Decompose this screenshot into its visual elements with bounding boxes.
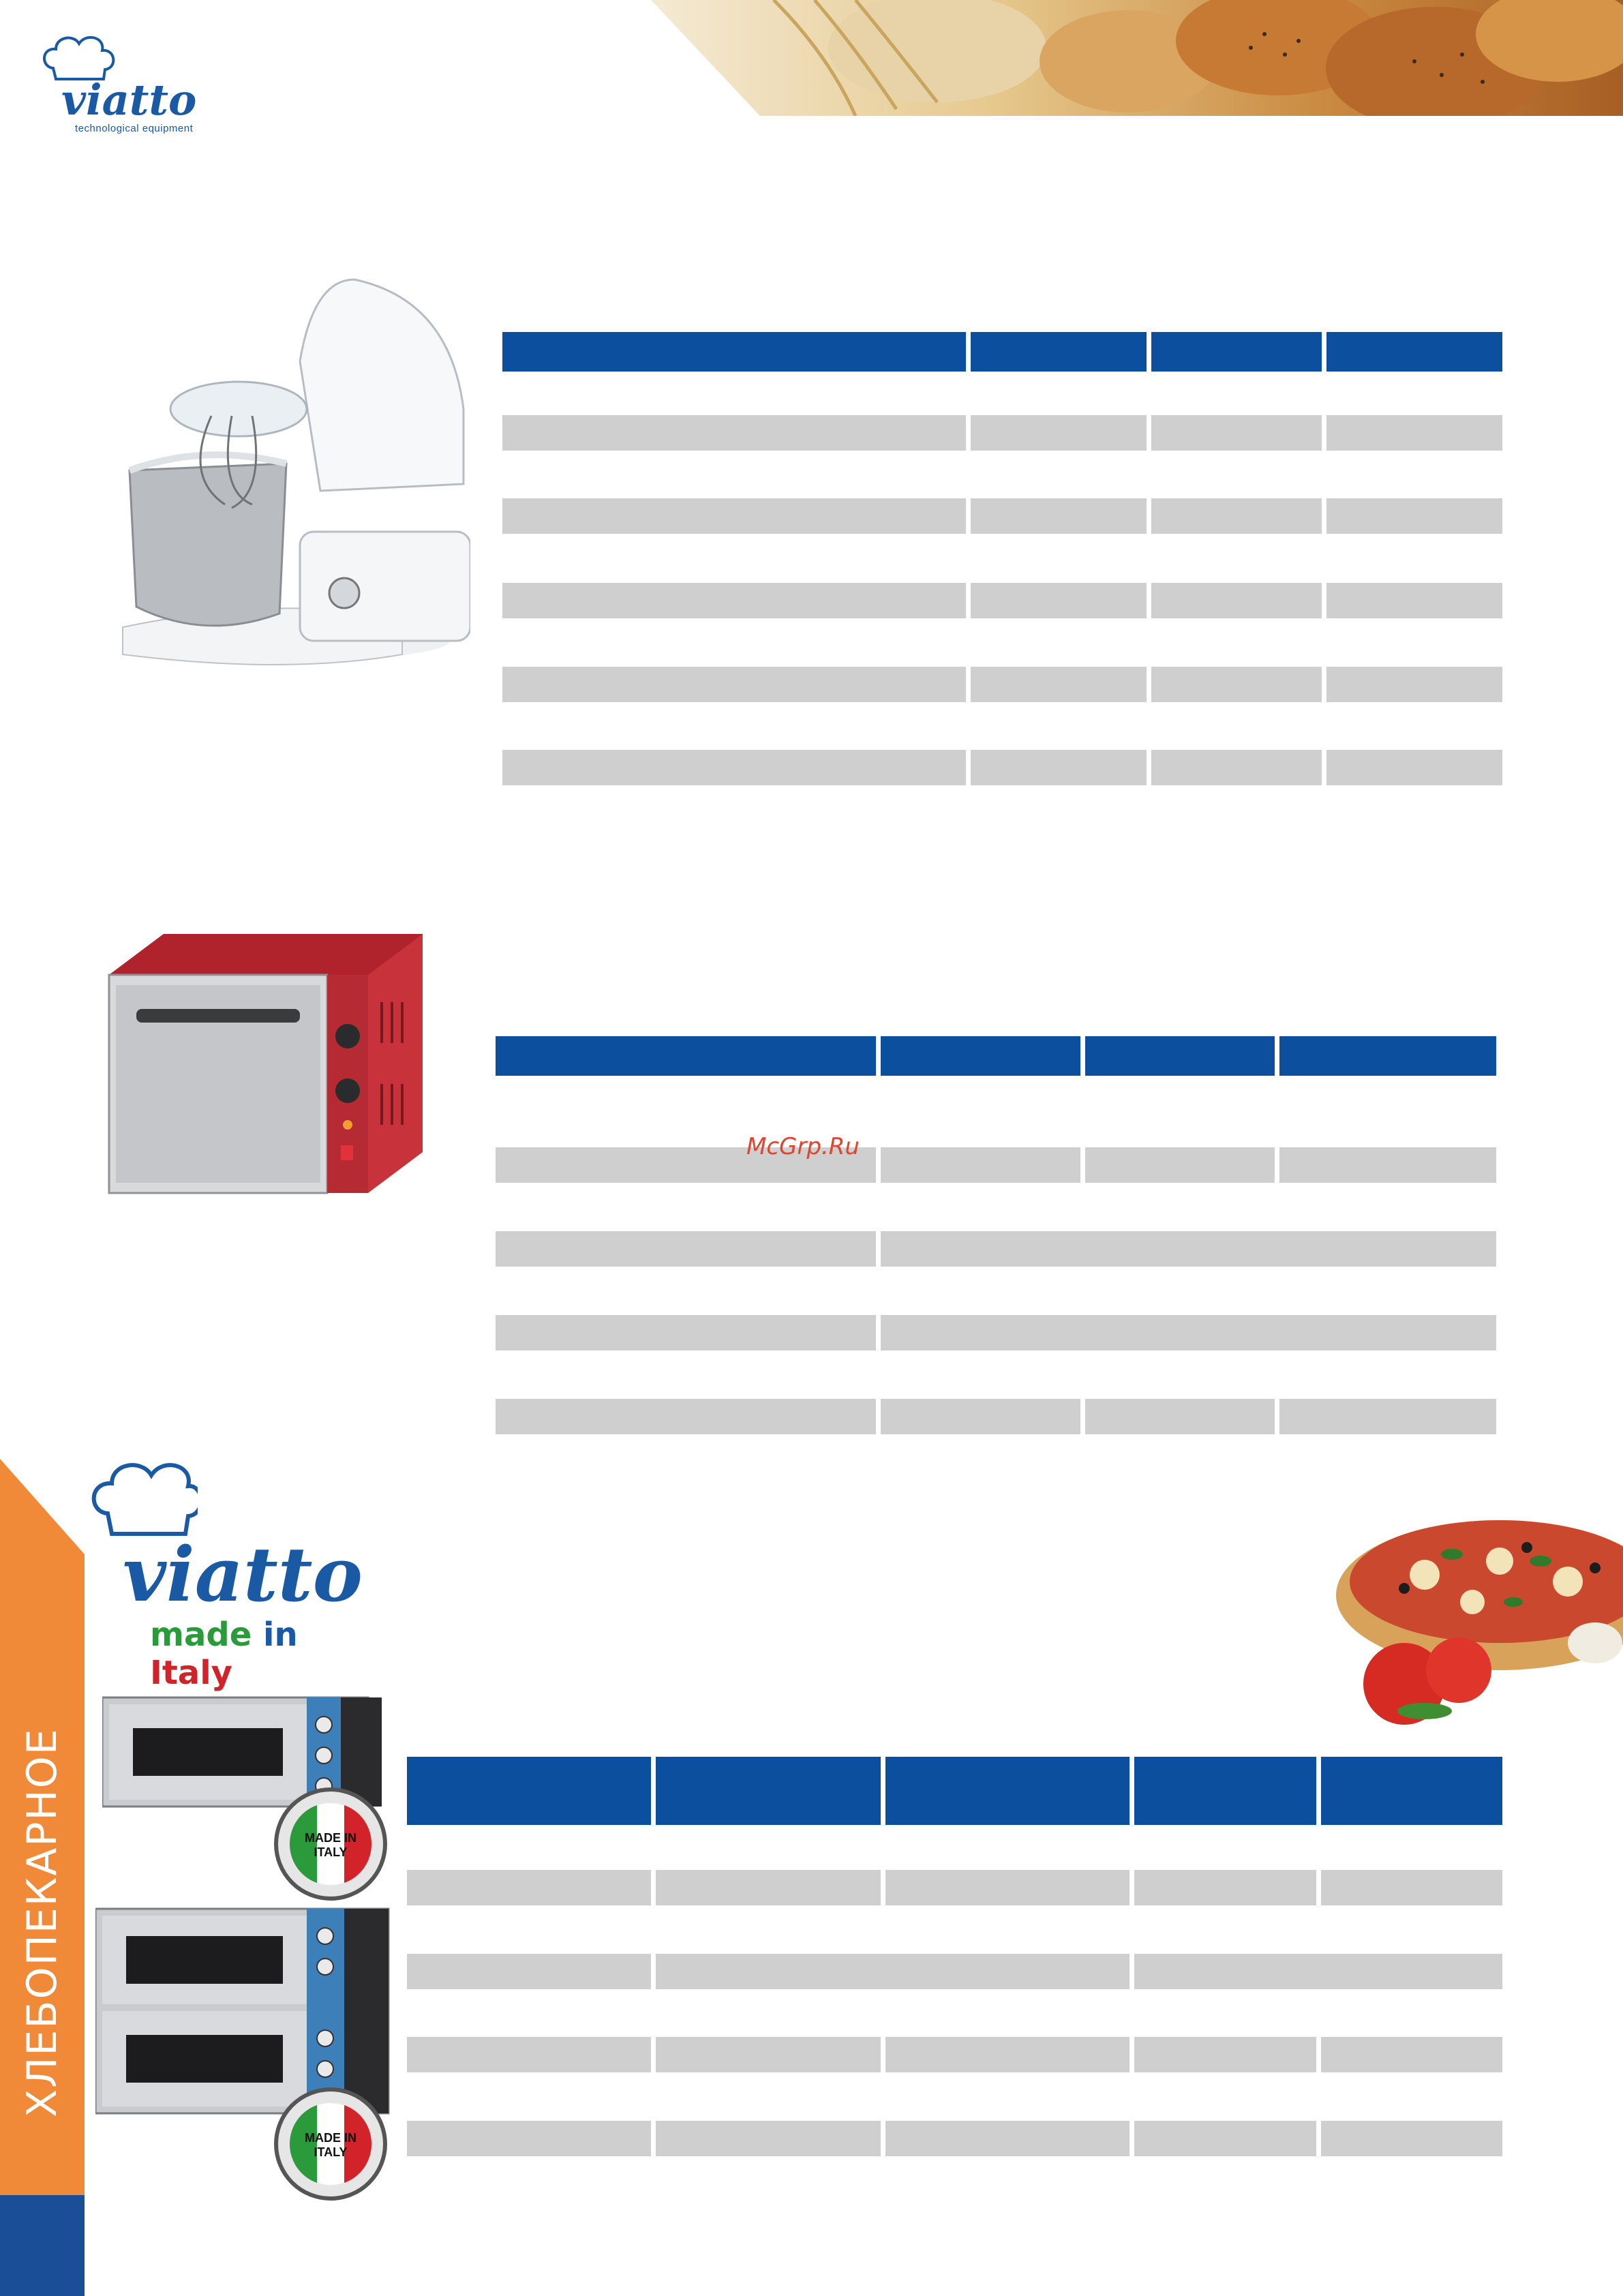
table-header-cell <box>1326 332 1502 372</box>
table-cell <box>1326 498 1502 534</box>
table-cell <box>656 2037 881 2072</box>
table-header-cell <box>881 1036 1080 1076</box>
made-in-italy-badge-icon <box>273 1786 389 1902</box>
table-header-cell <box>407 1757 651 1825</box>
table-row <box>407 1870 651 1905</box>
table-cell <box>656 2121 881 2156</box>
mixer-image <box>95 273 470 668</box>
table-row <box>502 667 966 702</box>
table-cell <box>1151 667 1322 702</box>
table-cell <box>881 1147 1080 1183</box>
table-cell <box>971 583 1147 618</box>
table-row <box>496 1231 876 1267</box>
table-cell-merged <box>881 1315 1496 1350</box>
table-header-cell <box>1279 1036 1496 1076</box>
table-cell <box>885 2121 1129 2156</box>
table-header-cell <box>656 1757 881 1825</box>
made-in-italy-badge-icon <box>273 2086 389 2202</box>
table-cell <box>1085 1147 1275 1183</box>
table-cell <box>1321 2037 1502 2072</box>
table-header-cell <box>1321 1757 1502 1825</box>
table-cell <box>881 1399 1080 1434</box>
table-cell <box>971 498 1147 534</box>
badge-text: MADE IN ITALY <box>305 2131 357 2159</box>
table-row <box>407 1954 651 1989</box>
table-header-cell <box>1085 1036 1275 1076</box>
table-cell <box>971 415 1147 451</box>
table-cell <box>1134 1870 1316 1905</box>
viatto-logo-small <box>41 34 211 136</box>
table-cell <box>885 1870 1129 1905</box>
brand-name: viatto <box>61 75 197 125</box>
table-cell <box>656 1870 881 1905</box>
table-cell <box>1326 667 1502 702</box>
table-cell <box>1279 1147 1496 1183</box>
table-cell <box>1134 2121 1316 2156</box>
table-cell <box>1321 2121 1502 2156</box>
table-cell <box>971 667 1147 702</box>
table-row <box>407 2121 651 2156</box>
table-cell <box>1151 415 1322 451</box>
table-cell <box>1326 583 1502 618</box>
table-cell-merged <box>1134 1954 1502 1989</box>
table-header-cell <box>885 1757 1129 1825</box>
table-row <box>502 498 966 534</box>
table-row <box>502 750 966 785</box>
badge-text: MADE IN ITALY <box>305 1831 357 1859</box>
italy-word: Italy <box>150 1654 232 1692</box>
table-cell <box>1321 1870 1502 1905</box>
table-cell <box>1085 1399 1275 1434</box>
table-header-cell <box>1134 1757 1316 1825</box>
viatto-made-in-italy-logo <box>89 1459 389 1692</box>
table-cell <box>1151 498 1322 534</box>
pizza-image <box>1322 1500 1623 1745</box>
table-cell <box>1134 2037 1316 2072</box>
watermark-text: McGrp.Ru <box>746 1133 860 1160</box>
table-cell <box>971 750 1147 785</box>
table-cell <box>1326 750 1502 785</box>
table-row <box>502 415 966 451</box>
table-row <box>407 2037 651 2072</box>
table-header-cell <box>971 332 1147 372</box>
table-cell <box>1151 750 1322 785</box>
brand-tagline: technological equipment <box>75 123 194 134</box>
table-row <box>496 1399 876 1434</box>
in-word: in <box>263 1616 298 1654</box>
table-cell <box>1151 583 1322 618</box>
table-cell <box>1326 415 1502 451</box>
table-row <box>502 583 966 618</box>
table-cell-merged <box>656 1954 1129 1989</box>
oven-image <box>102 934 429 1200</box>
table-header-cell <box>1151 332 1322 372</box>
table-cell <box>885 2037 1129 2072</box>
made-in-italy-text <box>150 1616 389 1692</box>
category-label: ХЛЕБОПЕКАРНОЕ <box>18 1727 66 2117</box>
table-row <box>496 1315 876 1350</box>
bread-banner-image <box>651 0 1623 116</box>
table-header-cell <box>496 1036 876 1076</box>
table-cell-merged <box>881 1231 1496 1267</box>
brand-name-large: viatto <box>123 1530 363 1618</box>
table-header-cell <box>502 332 966 372</box>
table-cell <box>1279 1399 1496 1434</box>
made-word: made <box>150 1616 252 1654</box>
